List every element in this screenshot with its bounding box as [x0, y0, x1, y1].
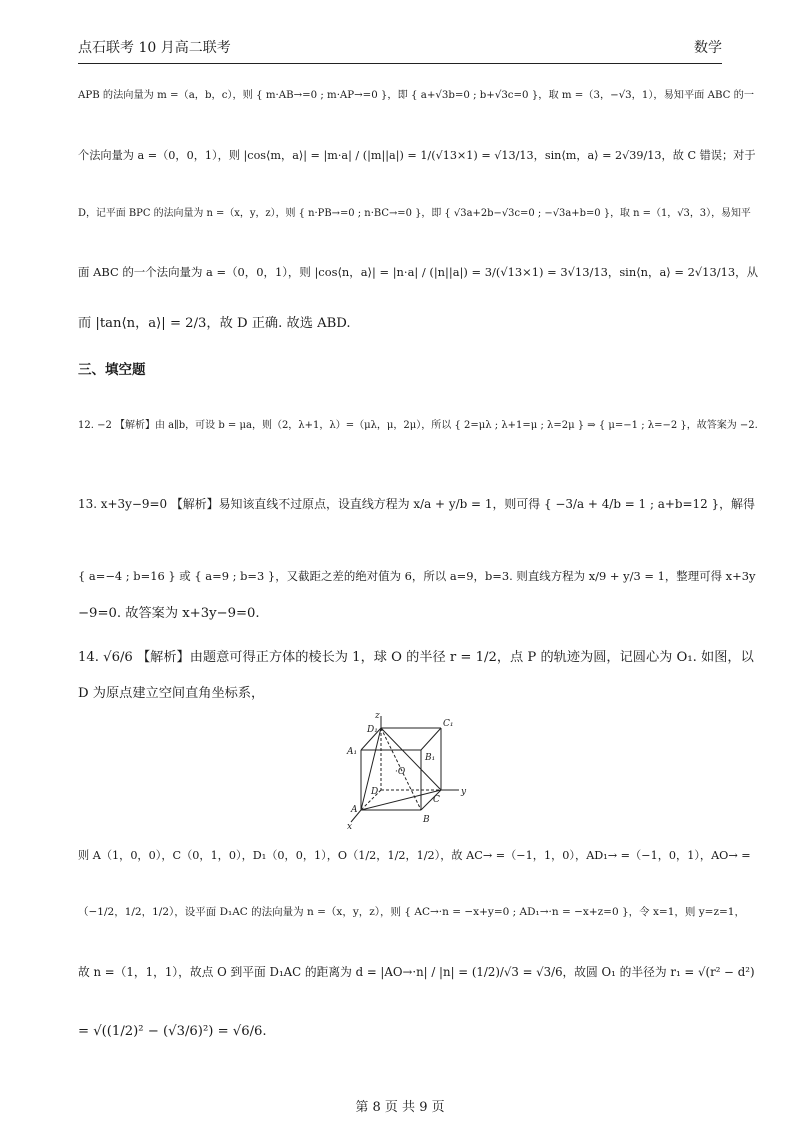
label-d: D: [371, 787, 379, 797]
text-line-5: 而 |tan⟨n，a⟩| = 2/3，故 D 正确. 故选 ABD.: [78, 316, 351, 331]
answer-14-line-6: = √((1/2)² − (√3/6)²) = √6/6.: [78, 1024, 267, 1039]
text-line-4: 面 ABC 的一个法向量为 a =（0，0，1），则 |cos⟨n，a⟩| = |n·a| / (|n||a|) = 3/(√13×1) = 3√13/13，sin⟨n，a⟩ = 2√13/13，从: [78, 265, 759, 279]
answer-12: 12. −2 【解析】由 a∥b，可设 b = μa，则（2，λ+1，λ）=（μλ，μ，2μ），所以 { 2=μλ ; λ+1=μ ; λ=2μ } ⇒ { μ=−1 ; λ=−2 }，故答案为 −2.: [78, 420, 758, 431]
label-z: z: [375, 712, 380, 721]
answer-14-line-1: 14. √6/6 【解析】由题意可得正方体的棱长为 1，球 O 的半径 r = 1/2，点 P 的轨迹为圆，记圆心为 O₁. 如图，以: [78, 650, 754, 665]
label-b1: B₁: [425, 753, 436, 763]
text-line-3: D，记平面 BPC 的法向量为 n =（x，y，z），则 { n·PB→=0 ; n·BC→=0 }，即 { √3a+2b−√3c=0 ; −√3a+b=0 }，取 n =（1，√3，3），易知平: [78, 208, 751, 219]
answer-14-line-4: （−1/2，1/2，1/2），设平面 D₁AC 的法向量为 n =（x，y，z），则 { AC→·n = −x+y=0 ; AD₁→·n = −x+z=0 }，令 x=1，则 y=z=1，: [78, 906, 745, 918]
label-x: x: [347, 822, 353, 830]
label-a1: A₁: [347, 747, 358, 757]
label-c1: C₁: [443, 719, 454, 729]
answer-14-line-2: D 为原点建立空间直角坐标系，: [78, 686, 265, 701]
answer-14-line-5: 故 n =（1，1，1），故点 O 到平面 D₁AC 的距离为 d = |AO→·n| / |n| = (1/2)/√3 = √3/6，故圆 O₁ 的半径为 r₁ = √(r² − d²): [78, 965, 755, 979]
answer-13-line-2: { a=−4 ; b=16 } 或 { a=9 ; b=3 }，又截距之差的绝对值为 6，所以 a=9，b=3. 则直线方程为 x/9 + y/3 = 1，整理可得 x+3y: [78, 569, 756, 583]
answer-14-line-3: 则 A（1，0，0），C（0，1，0），D₁（0，0，1），O（1/2，1/2，1/2），故 AC→ =（−1，1，0），AD₁→ =（−1，0，1），AO→ =: [78, 849, 751, 862]
header-left-title: 点石联考 10 月高二联考: [78, 40, 231, 56]
cube-figure: [335, 712, 470, 830]
section-title-fill-blank: 三、填空题: [78, 362, 146, 378]
label-b: B: [423, 815, 430, 825]
plane-line-d1-a: [361, 728, 381, 810]
label-d1: D₁: [367, 725, 378, 735]
text-line-1: APB 的法向量为 m =（a，b，c），则 { m·AB→=0 ; m·AP→=0 }，即 { a+√3b=0 ; b+√3c=0 }，取 m =（3，−√3，1），易知平面 ABC 的一: [78, 90, 755, 101]
text-line-2: 个法向量为 a =（0，0，1），则 |cos⟨m，a⟩| = |m·a| / (|m||a|) = 1/(√13×1) = √13/13，sin⟨m，a⟩ = 2√39/13，故 C 错误；对于: [78, 149, 756, 162]
cube-edge-c1-b1: [421, 728, 441, 750]
label-a: A: [351, 805, 358, 815]
page-header: [78, 34, 722, 64]
header-subject: 数学: [694, 40, 722, 56]
answer-13-line-3: −9=0. 故答案为 x+3y−9=0.: [78, 606, 260, 621]
label-o: ·O: [395, 767, 406, 777]
label-c: C: [433, 795, 440, 805]
answer-13-line-1: 13. x+3y−9=0 【解析】易知该直线不过原点，设直线方程为 x/a + y/b = 1，则可得 { −3/a + 4/b = 1 ; a+b=12 }，解得: [78, 497, 755, 511]
page-footer: 第 8 页 共 9 页: [355, 1100, 445, 1115]
label-y: y: [461, 787, 467, 797]
